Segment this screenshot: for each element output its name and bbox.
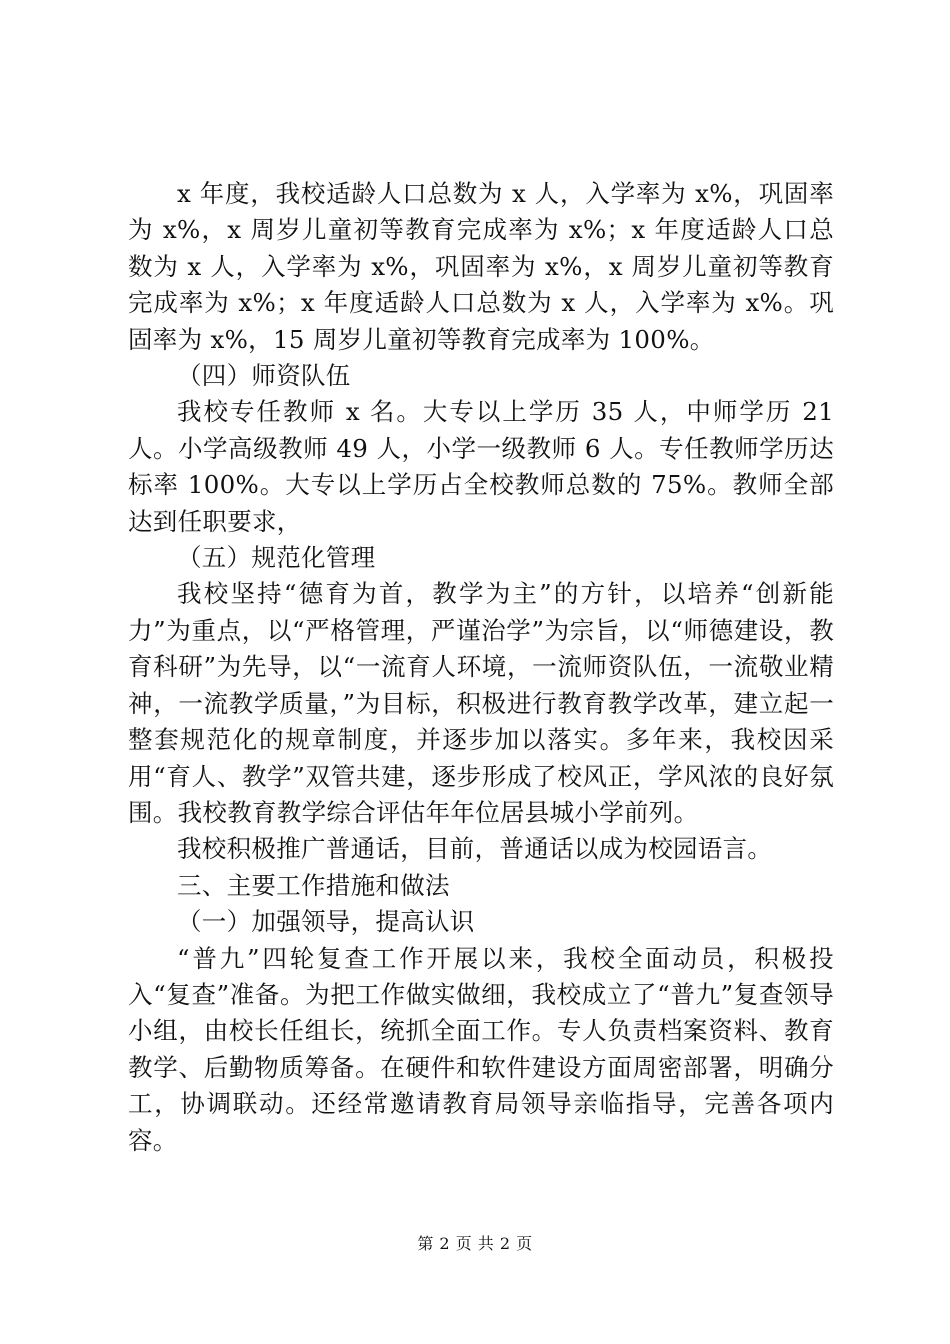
teachers-paragraph: 我校专任教师 x 名。大专以上学历 35 人，中师学历 21 人。小学高级教师 49 人，小学一级教师 6 人。专任教师学历达标率 100%。大专以上学历占全校教师总数的 75%。教师全部达到任职要求， (128, 397, 834, 536)
management-paragraph: 我校坚持“德育为首，教学为主”的方针，以培养“创新能力”为重点，以“严格管理，严谨治学”为宗旨，以“师德建设，教育科研”为先导，以“一流育人环境，一流师资队伍，一流敬业精神，一流教学质量，”为目标，积极进行教育教学改革，建立起一整套规范化的规章制度，并逐步加以落实。多年来，我校因采用“育人、教学”双管共建，逐步形成了校风正，学风浓的良好氛围。我校教育教学综合评估年年位居县城小学前列。 (128, 579, 834, 827)
section-heading-management: （五）规范化管理 (177, 543, 376, 573)
enrollment-paragraph: x 年度，我校适龄人口总数为 x 人，入学率为 x%，巩固率为 x%，x 周岁儿童初等教育完成率为 x%；x 年度适龄人口总数为 x 人，入学率为 x%，巩固率为 x%，x 周岁儿童初等教育完成率为 x%；x 年度适龄人口总数为 x 人，入学率为 x%。巩固率为 x%，15 周岁儿童初等教育完成率为 100%。 (128, 179, 834, 354)
document-body (128, 176, 834, 1159)
page-footer (0, 1233, 950, 1255)
mandarin-paragraph: 我校积极推广普通话，目前，普通话以成为校园语言。 (177, 834, 773, 864)
section-heading-teachers: （四）师资队伍 (177, 361, 351, 391)
leadership-paragraph: “普九”四轮复查工作开展以来，我校全面动员，积极投入“复查”准备。为把工作做实做细，我校成立了“普九”复查领导小组，由校长任组长，统抓全面工作。专人负责档案资料、教育教学、后勤物质筹备。在硬件和软件建设方面周密部署，明确分工，协调联动。还经常邀请教育局领导亲临指导，完善各项内容。 (128, 943, 834, 1155)
page-number-label: 第 2 页 共 2 页 (417, 1234, 533, 1253)
section-heading-leadership: （一）加强领导，提高认识 (177, 907, 475, 937)
section-heading-measures: 三、主要工作措施和做法 (177, 870, 450, 900)
